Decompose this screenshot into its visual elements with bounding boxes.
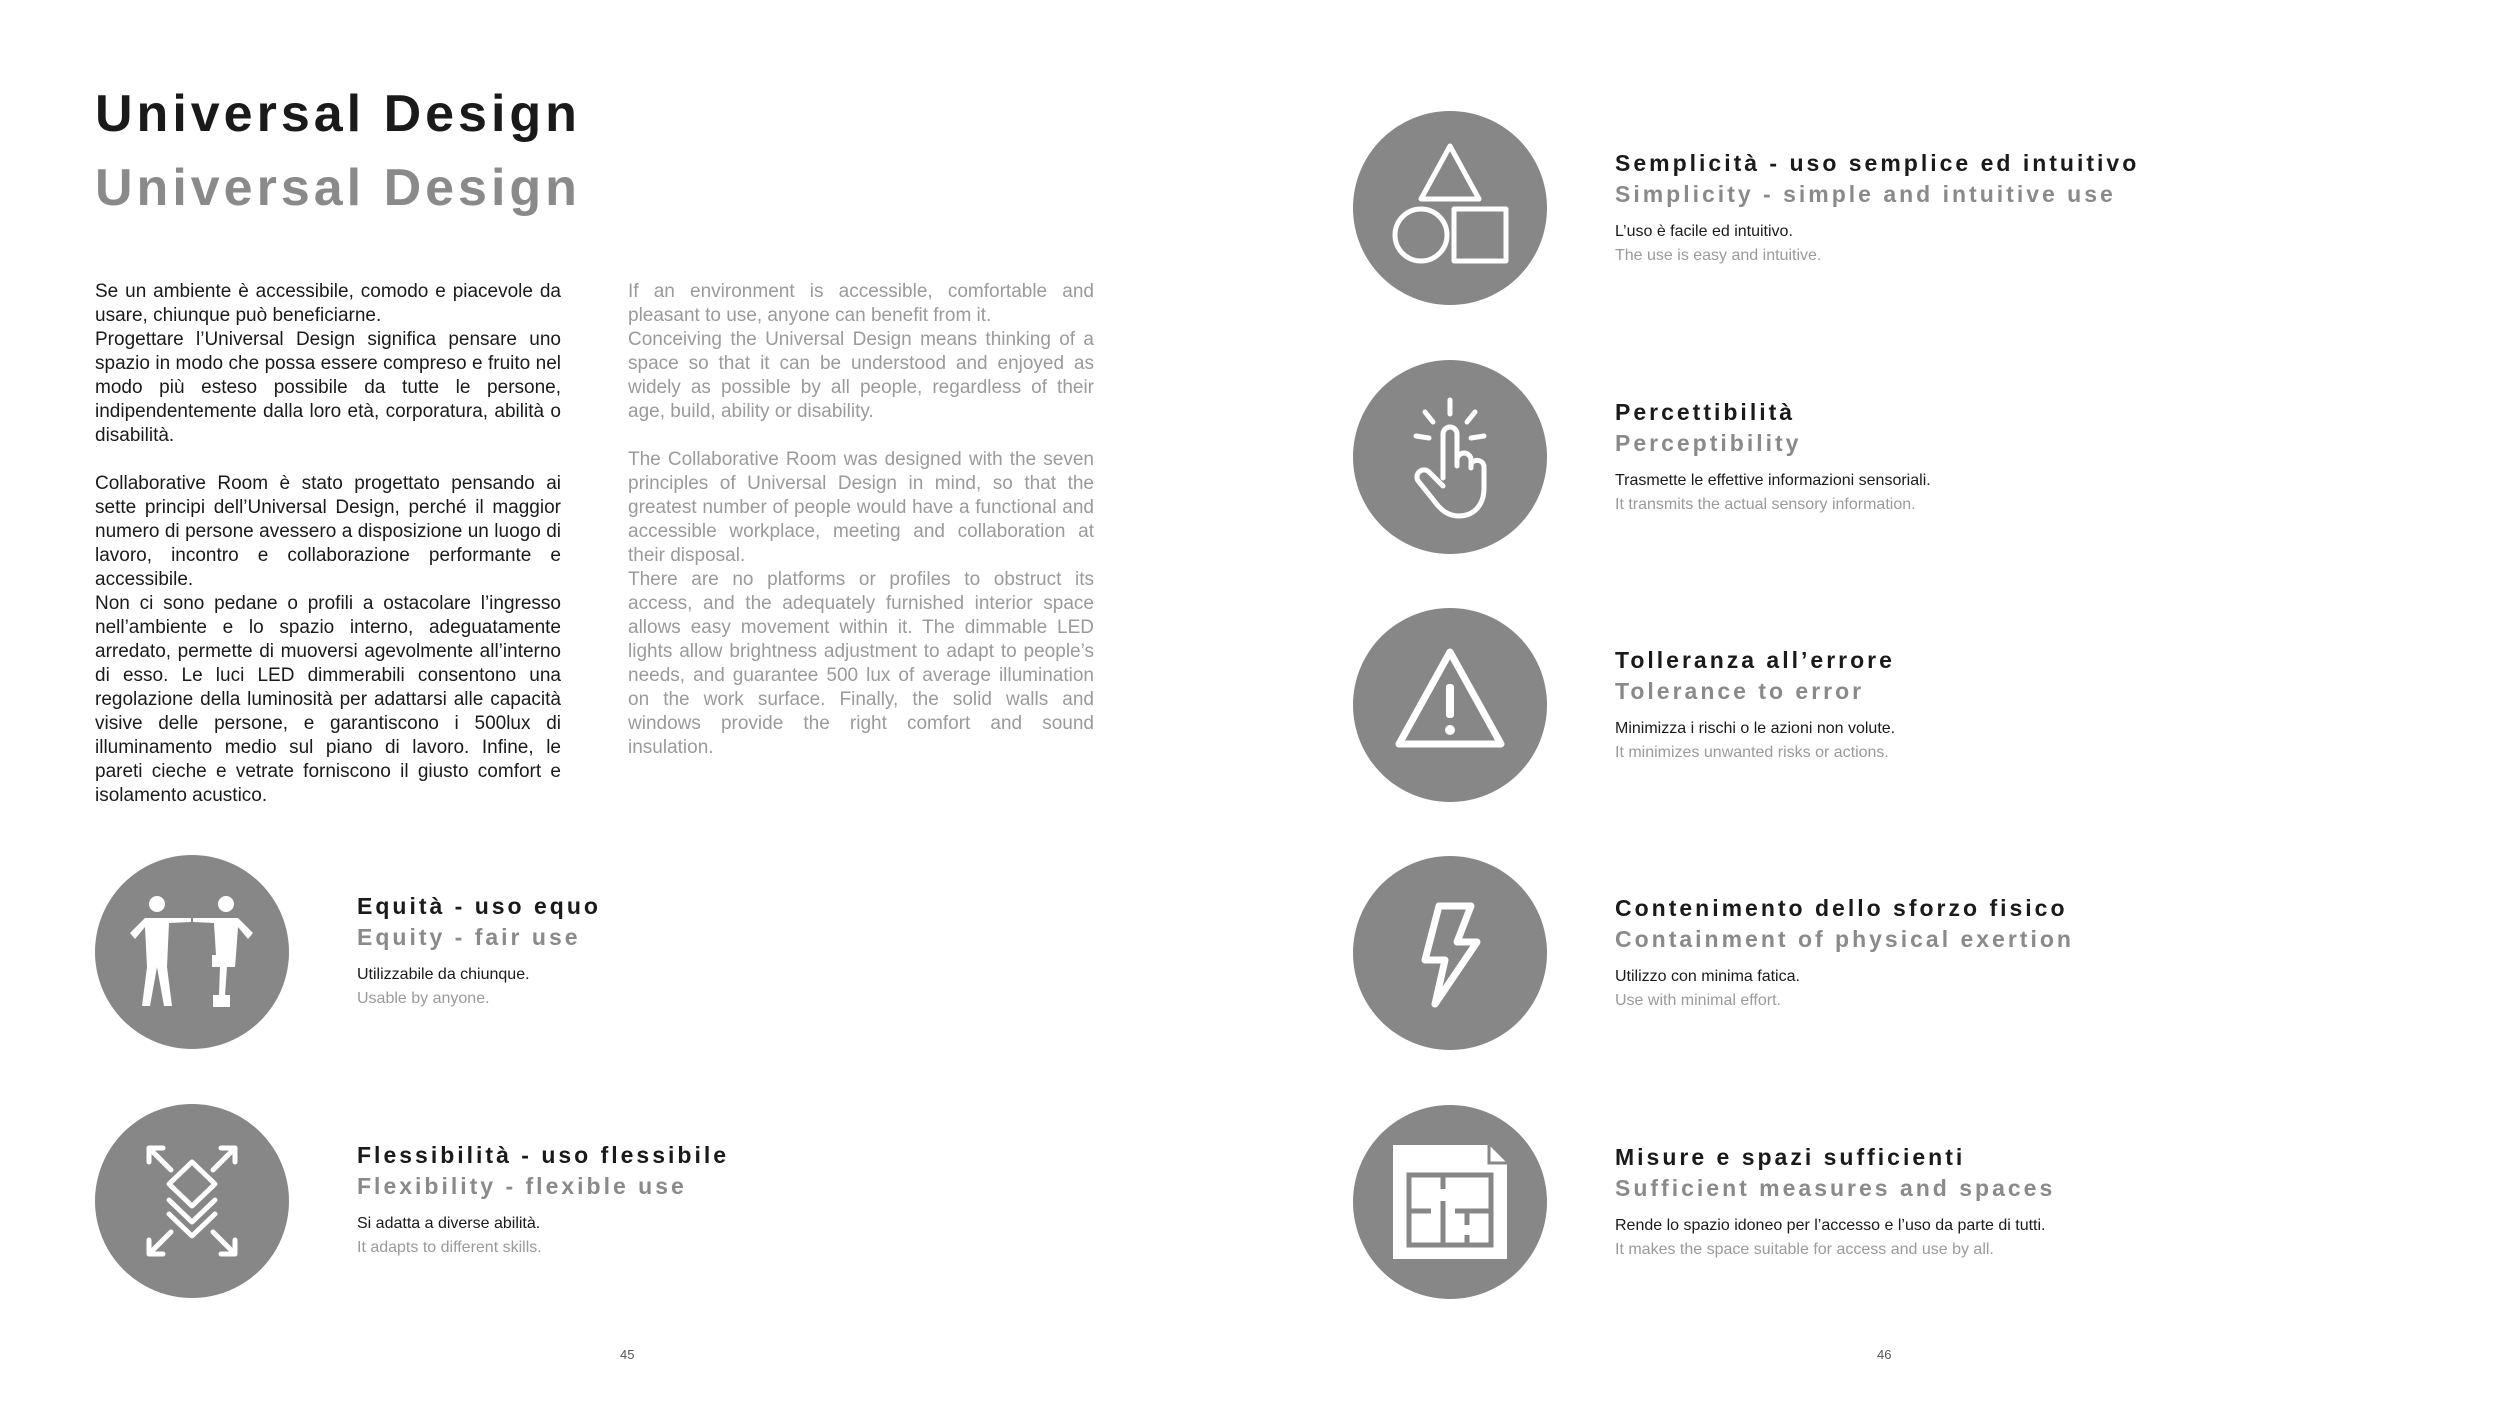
intro-en-paragraph: If an environment is accessible, comfortable and pleasant to use, anyone can benefit from it. [628,281,1094,326]
shapes-icon [1353,111,1547,305]
principle-equity [357,891,601,1011]
principle-tolerance [1615,645,1895,765]
touch-icon [1353,360,1547,554]
principle-desc-en: Usable by anyone. [357,990,490,1007]
warning-icon [1353,608,1547,802]
principle-title-en: Simplicity - simple and intuitive use [1615,181,2116,207]
principle-desc-en: It transmits the actual sensory information. [1615,496,1916,513]
principle-desc-en: It makes the space suitable for access and use by all. [1615,1241,1994,1258]
principle-title-en: Containment of physical exertion [1615,926,2074,952]
principle-desc-en: Use with minimal effort. [1615,992,1781,1009]
lightning-icon [1353,856,1547,1050]
principle-desc-en: The use is easy and intuitive. [1615,247,1822,264]
intro-it-paragraph: Progettare l’Universal Design significa pensare uno spazio in modo che possa essere compreso e fruito nel modo più esteso possibile da tutte le persone, indipendentemente dalla loro età, corporatura, abilità o disabilità. [95,329,561,446]
principle-title-it: Equità - uso equo [357,893,601,919]
principle-desc-it: Rende lo spazio idoneo per l’accesso e l’uso da parte di tutti. [1615,1217,2046,1234]
principle-measures [1615,1142,2055,1262]
flexibility-icon [95,1104,289,1298]
principle-perceptibility [1615,397,1931,517]
principle-title-en: Equity - fair use [357,924,581,950]
principle-desc-it: Utilizzo con minima fatica. [1615,968,1800,985]
intro-text-en [628,280,1094,760]
equity-circle [95,855,289,1049]
principle-desc-it: L’uso è facile ed intuitivo. [1615,223,1793,240]
principle-title-en: Tolerance to error [1615,678,1865,704]
simplicity-circle [1353,111,1547,305]
principle-desc-it: Si adatta a diverse abilità. [357,1215,541,1232]
principle-title-en: Sufficient measures and spaces [1615,1175,2056,1201]
principle-simplicity [1615,148,2139,268]
principle-title-en: Flexibility - flexible use [357,1173,687,1199]
intro-en-paragraph: There are no platforms or profiles to obstruct its access, and the adequately furnished interior space allows easy movement within it. The dimmable LED lights allow brightness adjustment to adapt to people’s needs, and guarantee 500 lux of average illumination on the work surface. Finally, the solid walls and windows provide the right comfort and sound insulation. [628,569,1094,758]
principle-exertion [1615,893,2074,1013]
flexibility-circle [95,1104,289,1298]
measures-circle [1353,1105,1547,1299]
principle-desc-it: Utilizzabile da chiunque. [357,966,530,983]
principle-title-it: Semplicità - uso semplice ed intuitivo [1615,150,2140,176]
intro-en-paragraph: Conceiving the Universal Design means thinking of a space so that it can be understood and enjoyed as widely as possible by all people, regardless of their age, build, ability or disability. [628,329,1094,422]
intro-it-paragraph: Non ci sono pedane o profili a ostacolare l’ingresso nell’ambiente e lo spazio interno, adeguatamente arredato, permette di muoversi agevolmente all’interno di esso. Le luci LED dimmerabili consentono una regolazione della luminosità per adattarsi alle capacità visive delle persone, e garantiscono i 500lux di illuminamento medio sul piano di lavoro. Infine, le pareti cieche e vetrate forniscono il giusto comfort e isolamento acustico. [95,593,561,806]
intro-en-paragraph: The Collaborative Room was designed with the seven principles of Universal Design in mind, so that the greatest number of people would have a functional and accessible workplace, meeting and collaboration at their disposal. [628,449,1094,566]
principle-desc-it: Trasmette le effettive informazioni sensoriali. [1615,472,1931,489]
page-title-it: Universal Design [95,85,581,143]
principle-title-it: Percettibilità [1615,399,1796,425]
perceptibility-circle [1353,360,1547,554]
page-number-left: 45 [620,1347,635,1362]
principle-desc-en: It minimizes unwanted risks or actions. [1615,744,1889,761]
principle-title-it: Flessibilità - uso flessibile [357,1142,730,1168]
intro-it-paragraph: Se un ambiente è accessibile, comodo e piacevole da usare, chiunque può beneficiarne. [95,281,561,326]
page-title-en: Universal Design [95,159,581,217]
exertion-circle [1353,856,1547,1050]
principle-title-en: Perceptibility [1615,430,1802,456]
tolerance-circle [1353,608,1547,802]
principle-title-it: Contenimento dello sforzo fisico [1615,895,2068,921]
principle-desc-it: Minimizza i rischi o le azioni non volute. [1615,720,1896,737]
principle-flexibility [357,1140,729,1260]
floorplan-icon [1353,1105,1547,1299]
page-number-right: 46 [1877,1347,1892,1362]
intro-it-paragraph: Collaborative Room è stato progettato pensando ai sette principi dell’Universal Design, perché il maggior numero di persone avessero a disposizione un luogo di lavoro, incontro e collaborazione performante e accessibile. [95,473,561,590]
intro-text-it [95,280,561,808]
people-icon [95,855,289,1049]
principle-desc-en: It adapts to different skills. [357,1239,542,1256]
principle-title-it: Misure e spazi sufficienti [1615,1144,1966,1170]
principle-title-it: Tolleranza all’errore [1615,647,1895,673]
